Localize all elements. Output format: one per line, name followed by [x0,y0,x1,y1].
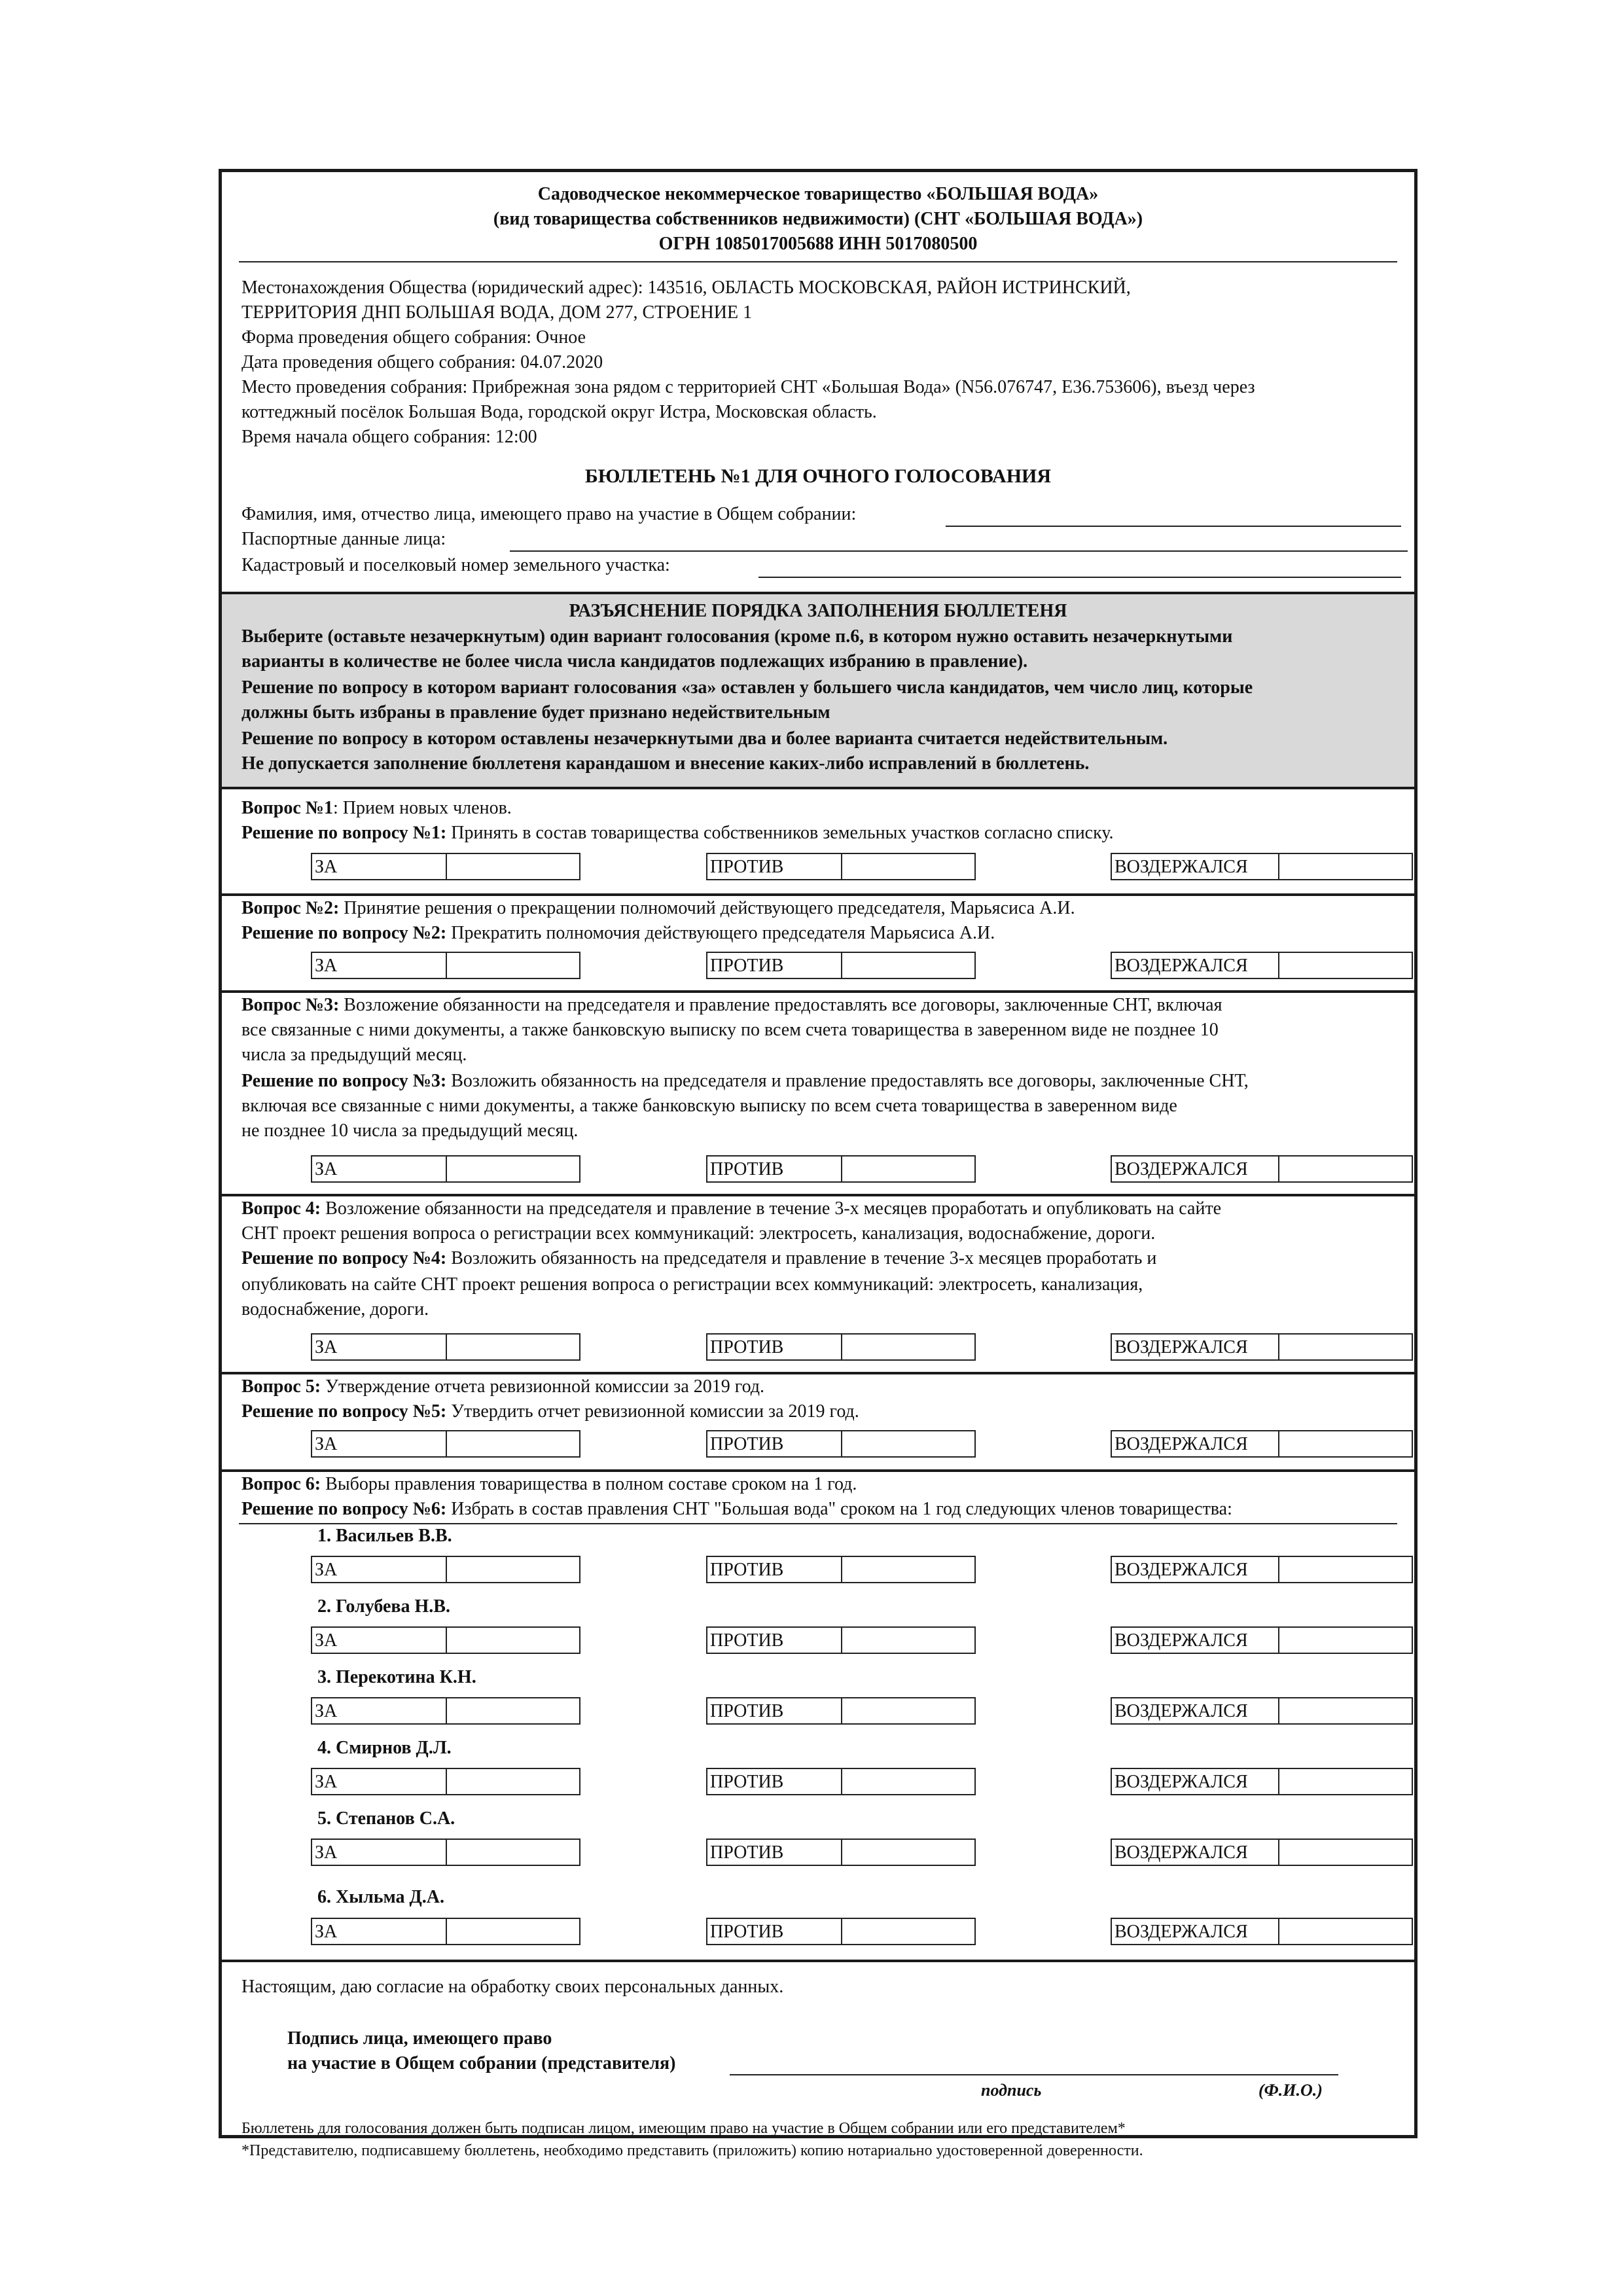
candidate-name: 6. Хыльма Д.А. [317,1887,444,1907]
vote-abstain[interactable]: ВОЗДЕРЖАЛСЯ [1111,1697,1413,1725]
vote-abstain[interactable]: ВОЗДЕРЖАЛСЯ [1111,1155,1413,1183]
question-4: Вопрос 4: Возложение обязанности на председателя и правление в течение 3-х месяцев проработать и опубликовать на сайте [241,1198,1222,1219]
vote-abstain[interactable]: ВОЗДЕРЖАЛСЯ [1111,1333,1413,1361]
vote-against[interactable]: ПРОТИВ [706,952,976,979]
consent-text: Настоящим, даю согласие на обработку своих персональных данных. [241,1977,784,1997]
signature-hint: подпись [981,2081,1042,2100]
vote-abstain[interactable]: ВОЗДЕРЖАЛСЯ [1111,1626,1413,1654]
decision-4-line-3: водоснабжение, дороги. [241,1299,429,1319]
vote-for[interactable]: ЗА [311,1430,580,1458]
vote-against[interactable]: ПРОТИВ [706,853,976,880]
question-4-line-2: СНТ проект решения вопроса о регистрации всех коммуникаций: электросеть, канализация, водоснабжение, дороги. [241,1223,1156,1244]
vote-row-candidate-3 [222,1697,1414,1725]
vote-for[interactable]: ЗА [311,1626,580,1654]
vote-against[interactable]: ПРОТИВ [706,1768,976,1795]
vote-abstain[interactable]: ВОЗДЕРЖАЛСЯ [1111,1430,1413,1458]
decision-3-line-3: не позднее 10 числа за предыдущий месяц. [241,1121,579,1141]
vote-against[interactable]: ПРОТИВ [706,1155,976,1183]
decision-4: Решение по вопросу №4: Возложить обязанность на председателя и правление в течение 3-х месяцев проработать и [241,1248,1157,1268]
vote-row-q2 [222,952,1414,979]
vote-row-q1 [222,853,1414,880]
vote-for[interactable]: ЗА [311,952,580,979]
vote-against[interactable]: ПРОТИВ [706,1839,976,1866]
vote-for[interactable]: ЗА [311,1556,580,1583]
vote-against[interactable]: ПРОТИВ [706,1333,976,1361]
header-underline [239,261,1397,262]
candidate-name: 4. Смирнов Д.Л. [317,1738,452,1758]
field-fio-line[interactable] [946,526,1401,527]
vote-row-candidate-6 [222,1918,1414,1945]
vote-for[interactable]: ЗА [311,1768,580,1795]
instructions-line-4: должны быть избраны в правление будет признано недействительным [241,702,830,723]
decision-5: Решение по вопросу №5: Утвердить отчет ревизионной комиссии за 2019 год. [241,1401,859,1422]
decision-6-underline [239,1523,1397,1524]
instructions-line-6: Не допускается заполнение бюллетеня карандашом и внесение каких-либо исправлений в бюллетень. [241,753,1090,774]
vote-against[interactable]: ПРОТИВ [706,1556,976,1583]
vote-abstain[interactable]: ВОЗДЕРЖАЛСЯ [1111,952,1413,979]
candidate-name: 5. Степанов С.А. [317,1808,455,1829]
info-address-1: Местонахождения Общества (юридический адрес): 143516, ОБЛАСТЬ МОСКОВСКАЯ, РАЙОН ИСТРИНСКИЙ, [241,278,1131,298]
ballot-frame [219,169,1418,2159]
divider [222,787,1414,789]
vote-abstain[interactable]: ВОЗДЕРЖАЛСЯ [1111,1768,1413,1795]
question-1: Вопрос №1: Прием новых членов. [241,798,512,818]
vote-row-q4 [222,1333,1414,1361]
divider [222,1372,1414,1374]
vote-for[interactable]: ЗА [311,1918,580,1945]
candidate-name: 2. Голубева Н.В. [317,1596,450,1617]
question-3-line-2: все связанные с ними документы, а также банковскую выписку по всем счета товарищества в заверенном виде не позднее 10 [241,1020,1219,1040]
question-2: Вопрос №2: Принятие решения о прекращении полномочий действующего председателя, Марьясиса А.И. [241,898,1075,918]
vote-row-q3 [222,1155,1414,1183]
decision-4-line-2: опубликовать на сайте СНТ проект решения вопроса о регистрации всех коммуникаций: электросеть, канализация, [241,1274,1143,1295]
info-date: Дата проведения общего собрания: 04.07.2020 [241,352,603,372]
vote-for[interactable]: ЗА [311,853,580,880]
divider [222,1194,1414,1196]
vote-abstain[interactable]: ВОЗДЕРЖАЛСЯ [1111,1556,1413,1583]
fio-hint: (Ф.И.О.) [1258,2081,1323,2100]
signature-line[interactable] [730,2074,1338,2075]
instructions-line-5: Решение по вопросу в котором оставлены незачеркнутыми два и более варианта считается недействительным. [241,728,1168,749]
instructions-line-1: Выберите (оставьте незачеркнутым) один вариант голосования (кроме п.6, в котором нужно оставить незачеркнутыми [241,626,1233,647]
vote-row-candidate-2 [222,1626,1414,1654]
question-5: Вопрос 5: Утверждение отчета ревизионной комиссии за 2019 год. [241,1376,765,1397]
field-cadastral-line[interactable] [758,577,1401,578]
info-place-2: коттеджный посёлок Большая Вода, городской округ Истра, Московская область. [241,402,877,422]
info-form: Форма проведения общего собрания: Очное [241,327,586,348]
instructions-line-3: Решение по вопросу в котором вариант голосования «за» оставлен у большего числа кандидатов, чем число лиц, которые [241,677,1253,698]
field-fio-label: Фамилия, имя, отчество лица, имеющего право на участие в Общем собрании: [241,504,857,524]
vote-abstain[interactable]: ВОЗДЕРЖАЛСЯ [1111,853,1413,880]
info-time: Время начала общего собрания: 12:00 [241,427,537,447]
vote-for[interactable]: ЗА [311,1697,580,1725]
candidate-name: 1. Васильев В.В. [317,1526,452,1546]
divider [222,1469,1414,1472]
signature-label-1: Подпись лица, имеющего право [287,2028,552,2049]
info-address-2: ТЕРРИТОРИЯ ДНП БОЛЬШАЯ ВОДА, ДОМ 277, СТРОЕНИЕ 1 [241,302,753,323]
vote-abstain[interactable]: ВОЗДЕРЖАЛСЯ [1111,1839,1413,1866]
vote-for[interactable]: ЗА [311,1839,580,1866]
vote-row-q5 [222,1430,1414,1458]
vote-for[interactable]: ЗА [311,1155,580,1183]
decision-6: Решение по вопросу №6: Избрать в состав правления СНТ "Большая вода" сроком на 1 год следующих членов товарищества: [241,1499,1232,1519]
footnote-1: Бюллетень для голосования должен быть подписан лицом, имеющим право на участие в Общем собрании или его представителем* [241,2120,1126,2137]
org-ids: ОГРН 1085017005688 ИНН 5017080500 [658,234,978,254]
vote-row-candidate-4 [222,1768,1414,1795]
question-3-line-3: числа за предыдущий месяц. [241,1045,467,1065]
decision-1: Решение по вопросу №1: Принять в состав товарищества собственников земельных участков согласно списку. [241,823,1114,843]
org-name: Садоводческое некоммерческое товарищество «БОЛЬШАЯ ВОДА» [537,184,1099,204]
divider [222,893,1414,896]
decision-3-line-2: включая все связанные с ними документы, а также банковскую выписку по всем счета товарищества в заверенном виде [241,1096,1177,1116]
decision-3: Решение по вопросу №3: Возложить обязанность на председателя и правление предоставлять все договоры, заключенные СНТ, [241,1071,1249,1091]
footnote-2: *Представителю, подписавшему бюллетень, необходимо представить (приложить) копию нотариально удостоверенной доверенности. [241,2142,1143,2159]
vote-row-candidate-1 [222,1556,1414,1583]
vote-against[interactable]: ПРОТИВ [706,1430,976,1458]
question-6: Вопрос 6: Выборы правления товарищества в полном составе сроком на 1 год. [241,1474,857,1494]
vote-against[interactable]: ПРОТИВ [706,1626,976,1654]
vote-against[interactable]: ПРОТИВ [706,1918,976,1945]
vote-against[interactable]: ПРОТИВ [706,1697,976,1725]
instructions-line-2: варианты в количестве не более числа числа кандидатов подлежащих избранию в правление). [241,651,1028,672]
field-passport-label: Паспортные данные лица: [241,529,446,549]
vote-for[interactable]: ЗА [311,1333,580,1361]
candidate-name: 3. Перекотина К.Н. [317,1667,476,1687]
field-cadastral-label: Кадастровый и поселковый номер земельного участка: [241,555,670,575]
divider [222,990,1414,993]
decision-2: Решение по вопросу №2: Прекратить полномочия действующего председателя Марьясиса А.И. [241,923,995,943]
vote-abstain[interactable]: ВОЗДЕРЖАЛСЯ [1111,1918,1413,1945]
info-place-1: Место проведения собрания: Прибрежная зона рядом с территорией СНТ «Большая Вода» (N56.076747, E36.753606), въезд через [241,377,1255,397]
signature-label-2: на участие в Общем собрании (представителя) [287,2053,676,2073]
instructions-title: РАЗЪЯСНЕНИЕ ПОРЯДКА ЗАПОЛНЕНИЯ БЮЛЛЕТЕНЯ [569,601,1067,621]
field-passport-line[interactable] [510,550,1408,552]
divider [222,1960,1414,1962]
vote-row-candidate-5 [222,1839,1414,1866]
org-type: (вид товарищества собственников недвижимости) (СНТ «БОЛЬШАЯ ВОДА») [493,209,1143,229]
ballot-title: БЮЛЛЕТЕНЬ №1 ДЛЯ ОЧНОГО ГОЛОСОВАНИЯ [584,465,1052,487]
question-3: Вопрос №3: Возложение обязанности на председателя и правление предоставлять все договоры, заключенные СНТ, включая [241,995,1222,1015]
